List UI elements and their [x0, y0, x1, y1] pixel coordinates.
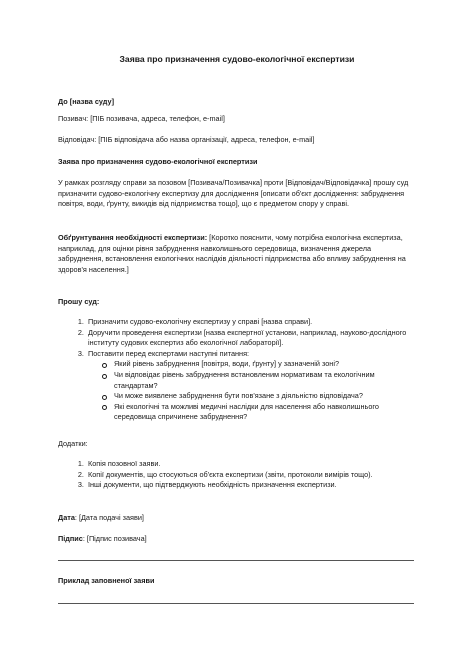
request-heading: Прошу суд:: [58, 297, 100, 306]
court-line: До [назва суду]: [58, 97, 115, 106]
attachment-item: 2. Копії документів, що стосуються об'єкта експертизи (звіти, протоколи вимірів тощо).: [86, 470, 418, 481]
date-label: Дата: [58, 513, 75, 522]
request-list: [58, 317, 418, 423]
request-list-block: [58, 317, 418, 423]
signature-line: [58, 534, 418, 545]
attachments-heading: Додатки:: [58, 439, 88, 448]
request-item: [86, 349, 418, 423]
question-item: Які екологічні та можливі медичні наслідки для населення або навколишнього середовища спричинене забруднення?: [114, 402, 418, 423]
question-item: Який рівень забруднення [повітря, води, ґрунту] у зазначеній зоні?: [114, 359, 418, 370]
document-title: Заява про призначення судово-екологічної експертизи: [119, 54, 355, 64]
question-item: Чи відповідає рівень забруднення встановленим нормативам та екологічним стандартам?: [114, 370, 418, 391]
section-title: Заява про призначення судово-екологічної експертизи: [58, 157, 258, 166]
request-item-text: Поставити перед експертами наступні питання:: [88, 348, 250, 358]
question-list: [88, 359, 418, 423]
attachments-list-block: [58, 459, 418, 491]
justification-label: Обґрунтування необхідності експертизи:: [58, 233, 208, 242]
defendant-line: Відповідач: [ПІБ відповідача або назва організації, адреса, телефон, e-mail]: [58, 135, 315, 144]
example-heading: Приклад заповненої заяви: [58, 576, 155, 585]
attachment-item: 3. Інші документи, що підтверджують необхідність призначення експертизи.: [86, 480, 418, 491]
date-line: [58, 513, 418, 524]
question-item: Чи може виявлене забруднення бути пов'язане з діяльністю відповідача?: [114, 391, 418, 402]
signature-label: Підпис: [58, 534, 83, 543]
attachments-list: [58, 459, 418, 491]
date-value: : [Дата подачі заяви]: [74, 513, 144, 522]
justification-paragraph: [58, 233, 418, 275]
justification-text: [Коротко пояснити, чому потрібна екологічна експертиза, наприклад, для оцінки рівня забруднення навколишнього середовища, визначення джерела забруднення, встановлення екологічних наслідків діяльності підприємства або впливу забруднення на здоров'я населення.]: [58, 233, 406, 274]
signature-value: : [Підпис позивача]: [82, 534, 147, 543]
plaintiff-line: Позивач: [ПІБ позивача, адреса, телефон, e-mail]: [58, 114, 225, 123]
request-item: 1. Призначити судово-екологічну експертизу у справі [назва справи].: [86, 317, 418, 328]
intro-paragraph: У рамках розгляду справи за позовом [Позивача/Позивачка] проти [Відповідач/Відповідачка] прошу суд призначити судово-екологічну експертизу для дослідження [описати об'єкт дослідження: забруднення повітря, води, ґрунту, викидів від підприємства тощо], що є предметом спору у справі.: [58, 178, 409, 209]
divider: [58, 603, 414, 604]
divider: [58, 560, 414, 561]
request-item: 2. Доручити проведення експертизи [назва експертної установи, наприклад, науково-дослідного інституту судових експертиз або екологічної лабораторії].: [86, 328, 418, 349]
attachment-item: 1. Копія позовної заяви.: [86, 459, 418, 470]
